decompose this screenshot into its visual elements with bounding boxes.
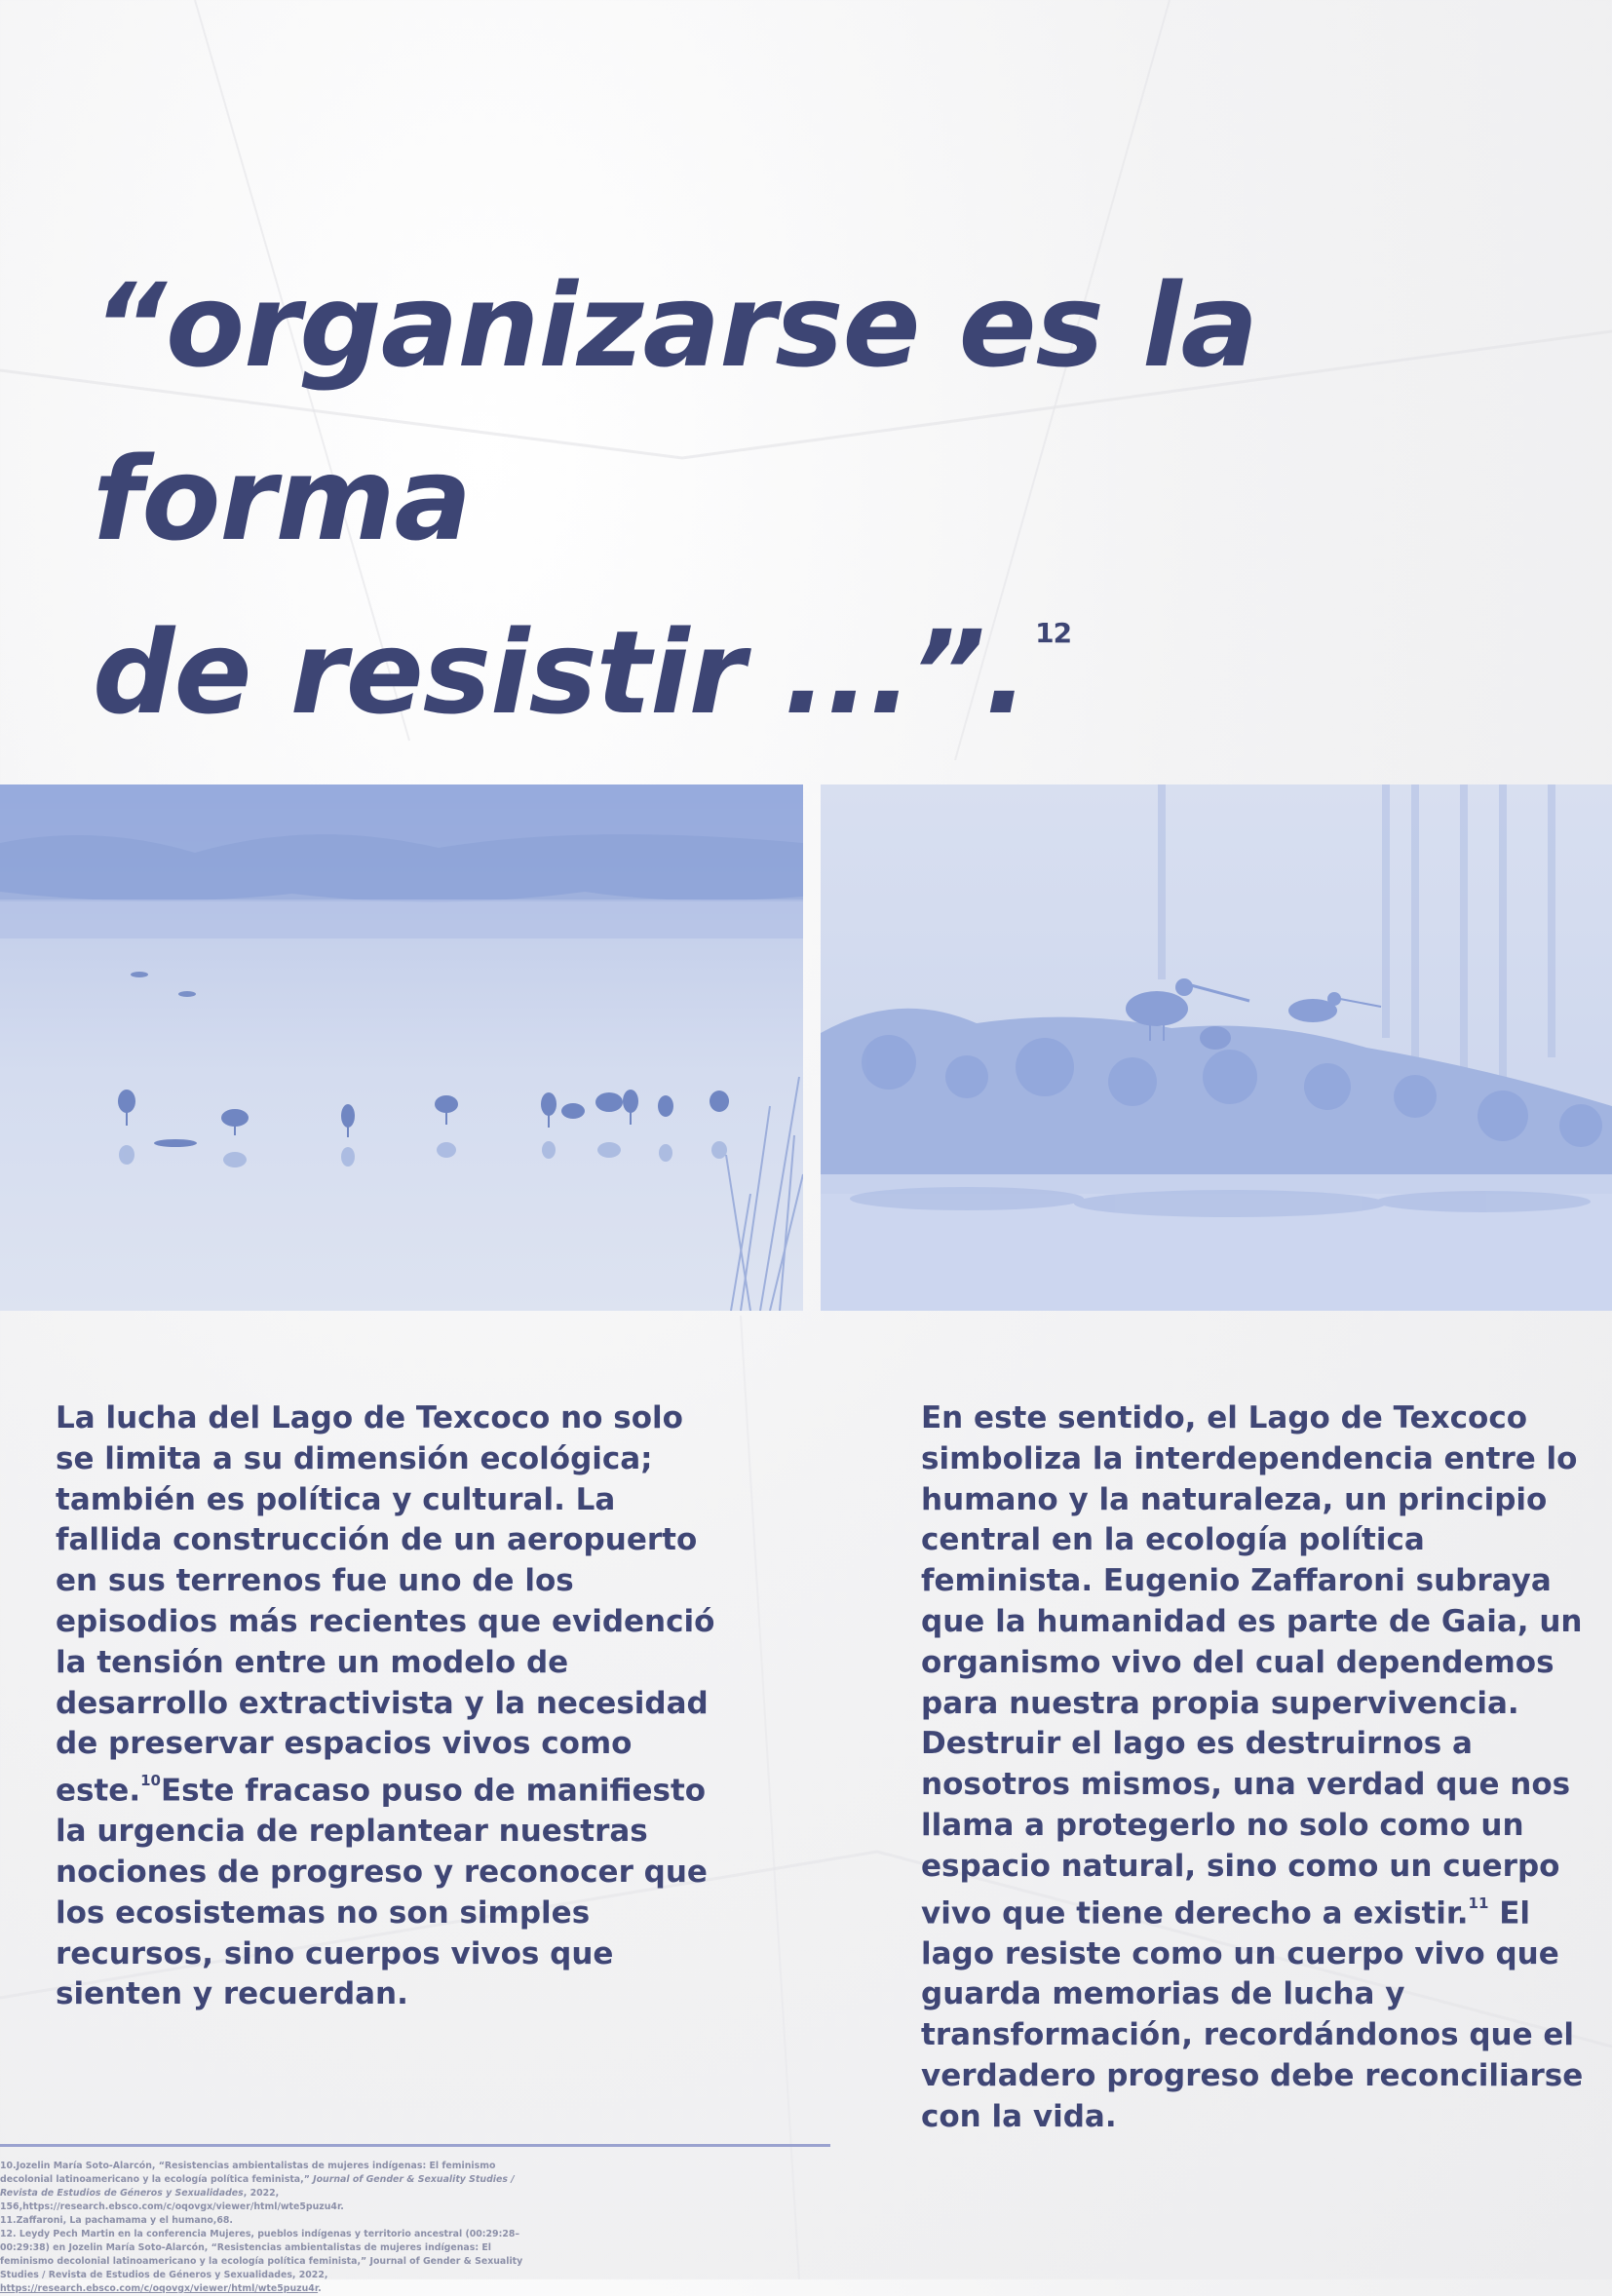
pull-quote bbox=[93, 239, 1535, 759]
quote-line-2-text: de resistir ...”. bbox=[93, 605, 1028, 740]
shorebirds-rocks-photo bbox=[821, 784, 1612, 1311]
body-column-right bbox=[921, 1398, 1584, 2138]
quote-line-2 bbox=[93, 586, 1535, 759]
footnote-12-text: 12. Leydy Pech Martin en la conferencia Mujeres, pueblos indígenas y territorio ancestral (00:29:28–00:29:38) en Jozelin María Soto-Alarcón, “Resistencias ambientalistas de mujeres indígenas: El feminismo decolonial latinoamericano y la ecología política feminista,” Journal of Gender & Sexuality Studies / Revista de Estudios de Géneros y Sexualidades, 2022, bbox=[0, 2229, 523, 2280]
footnote-10 bbox=[0, 2160, 546, 2214]
quote-line-1: “organizarse es la forma bbox=[93, 258, 1258, 566]
footnote-10-journal: Journal of Gender & Sexuality Studies / Revista de Estudios de Géneros y Sexualidades bbox=[0, 2174, 515, 2199]
footnote-divider bbox=[0, 2144, 830, 2147]
right-paragraph-part-2: El lago resiste como un cuerpo vivo que guarda memorias de lucha y transformación, recordándonos que el verdadero progreso debe reconciliarse con la vida. bbox=[921, 1894, 1584, 2134]
body-column-left bbox=[56, 1398, 718, 2015]
footnote-ref-11: 11 bbox=[1468, 1894, 1489, 1912]
footnote-11: 11.Zaffaroni, La pachamama y el humano,68. bbox=[0, 2215, 233, 2226]
left-paragraph-part-1: La lucha del Lago de Texcoco no solo se limita a su dimensión ecológica; también es política y cultural. La fallida construcción de un aeropuerto en sus terrenos fue uno de los episodios más recientes que evidenció la tensión entre un modelo de desarrollo extractivista y la necesidad de preservar espacios vivos como este. bbox=[56, 1400, 715, 1809]
right-paragraph-part-1: En este sentido, el Lago de Texcoco simboliza la interdependencia entre lo humano y la naturaleza, un principio central en la ecología política feminista. Eugenio Zaffaroni subraya que la humanidad es parte de Gaia, un organismo vivo del cual dependemos para nuestra propia supervivencia. Destruir el lago es destruirnos a nosotros mismos, una verdad que nos llama a protegerlo no solo como un espacio natural, sino como un cuerpo vivo que tiene derecho a existir. bbox=[921, 1400, 1583, 1931]
footnote-12-end: . bbox=[318, 2283, 322, 2294]
footnote-10-text: 10.Jozelin María Soto-Alarcón, “Resistencias ambientalistas de mujeres indígenas: El feminismo decolonial latinoamericano y la ecología política feminista,” bbox=[0, 2161, 496, 2185]
footnote-12 bbox=[0, 2228, 546, 2296]
quote-footnote-ref: 12 bbox=[1035, 617, 1072, 649]
left-paragraph-part-2: Este fracaso puso de manifiesto la urgencia de replantear nuestras nociones de progreso y reconocer que los ecosistemas no son simples recursos, sino cuerpos vivos que sienten y recuerdan. bbox=[56, 1773, 708, 2012]
lake-birds-photo bbox=[0, 784, 803, 1311]
footnote-ref-10: 10 bbox=[140, 1772, 161, 1790]
footnotes bbox=[0, 2160, 546, 2296]
footnote-10-link: , 2022, 156,https://research.ebsco.com/c/oqovgx/viewer/html/wte5puzu4r. bbox=[0, 2188, 344, 2212]
footnote-12-link[interactable]: https://research.ebsco.com/c/oqovgx/viewer/html/wte5puzu4r bbox=[0, 2283, 319, 2294]
